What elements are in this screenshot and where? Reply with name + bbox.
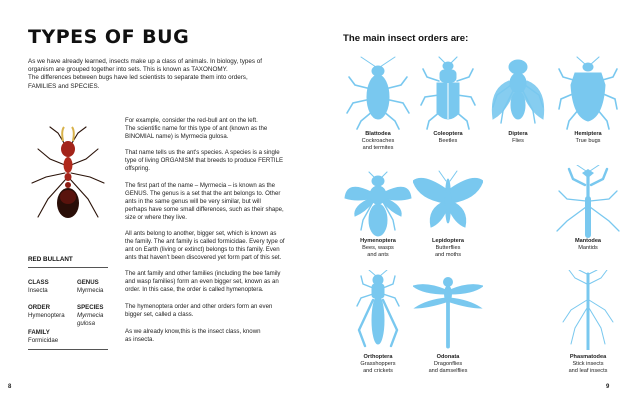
- body-line: The ant family and other families (including the bee family: [125, 270, 281, 277]
- fly-illustration: [483, 55, 553, 130]
- body-line: The first part of the name – Myrmecia – is known as the: [125, 182, 276, 189]
- body-line: type of living ORGANISM that breeds to produce FERTILE: [125, 157, 284, 165]
- paragraph-order: [125, 270, 305, 294]
- order-name: Odonata: [436, 354, 460, 360]
- butterfly-illustration: [413, 165, 483, 240]
- mantis-icon: [553, 165, 623, 240]
- taxonomy-order: [28, 304, 65, 320]
- taxonomy-value: Hymenoptera: [28, 312, 65, 319]
- body-line: All ants belong to another, bigger set, which is known as: [125, 230, 277, 237]
- fly-icon: [483, 55, 553, 130]
- insect-orders-heading: The main insect orders are:: [343, 33, 469, 44]
- grasshopper-illustration: [343, 270, 413, 350]
- order-desc: Mantids: [578, 245, 598, 252]
- body-line: as insecta.: [125, 336, 155, 344]
- stick-insect-icon: [553, 270, 623, 350]
- cockroach-illustration: [343, 55, 413, 130]
- mantis-illustration: [553, 165, 623, 240]
- dragonfly-illustration: [413, 270, 483, 350]
- true-bug-illustration: [553, 55, 623, 130]
- order-name: Hymenoptera: [360, 238, 396, 244]
- order-label-mantodea: [553, 238, 623, 252]
- taxonomy-value: Myrmecia: [77, 287, 104, 294]
- body-line: order. In this case, the order is called hymenoptera.: [125, 286, 264, 294]
- order-name: Orthoptera: [363, 354, 393, 360]
- order-label-coleoptera: [413, 131, 483, 145]
- beetle-illustration: [413, 55, 483, 130]
- body-line: As we already know,this is the insect class, known: [125, 328, 261, 335]
- ant-caption: RED BULLANT: [28, 256, 73, 263]
- ant-icon: [28, 125, 108, 255]
- paragraph-insecta: [125, 328, 305, 344]
- order-name: Phasmatodea: [569, 354, 607, 360]
- bee-illustration: [343, 170, 413, 245]
- taxonomy-value: Formicidae: [28, 337, 59, 344]
- body-line: bigger set, called a class.: [125, 311, 194, 319]
- taxonomy-key: ORDER: [28, 304, 51, 311]
- order-desc: Butterflies: [435, 245, 461, 252]
- taxonomy-key: SPECIES: [77, 304, 104, 311]
- order-label-blattodea: [343, 131, 413, 153]
- order-label-diptera: [483, 131, 553, 145]
- taxonomy-family: [28, 329, 58, 345]
- order-name: Blattodea: [365, 131, 391, 137]
- order-label-phasmatodea: [553, 354, 623, 376]
- order-name: Diptera: [508, 131, 528, 137]
- body-line: BINOMIAL name) is Myrmecia gulosa.: [125, 133, 229, 141]
- body-line: The hymenoptera order and other orders form an even: [125, 303, 273, 310]
- taxonomy-key: GENUS: [77, 279, 99, 286]
- order-name: Coleoptera: [433, 131, 463, 137]
- page-number-right: 9: [606, 384, 610, 390]
- body-line: size or where they live.: [125, 214, 187, 222]
- order-desc: Cockroaches: [361, 138, 395, 145]
- body-line: ants in the same genus will be very similar, but will: [125, 198, 261, 206]
- right-page: [313, 0, 625, 407]
- order-name: Hemiptera: [574, 131, 602, 137]
- body-line: ant on Earth (living or extinct) belongs to this family. Even: [125, 246, 280, 254]
- dragonfly-icon: [413, 270, 483, 350]
- order-name: Mantodea: [574, 238, 602, 244]
- order-desc: True bugs: [575, 138, 601, 145]
- body-line: the family. The ant family is called formicidae. Every type of: [125, 238, 285, 246]
- intro-line: As we have already learned, insects make up a class of animals. In biology, types of: [28, 58, 263, 65]
- beetle-icon: [413, 55, 483, 130]
- order-desc: Flies: [512, 138, 524, 145]
- taxonomy-key: CLASS: [28, 279, 49, 286]
- order-desc: Beetles: [438, 138, 458, 145]
- taxonomy-class: [28, 279, 49, 295]
- order-desc: Stick insects: [572, 361, 604, 368]
- taxonomy-species: [77, 304, 103, 328]
- order-desc: and damselflies: [428, 368, 468, 375]
- taxonomy-genus: [77, 279, 103, 295]
- body-line: and wasp families) form an even bigger set, known as an: [125, 278, 279, 286]
- true-bug-icon: [553, 55, 623, 130]
- paragraph-genus: [125, 182, 305, 222]
- red-bullant-illustration: [28, 125, 108, 255]
- intro-line: organism are grouped together into sets. This is known as TAXONOMY.: [28, 66, 228, 74]
- order-label-hemiptera: [553, 131, 623, 145]
- paragraph-class: [125, 303, 305, 319]
- order-desc: Dragonflies: [433, 361, 463, 368]
- order-label-lepidoptera: [413, 238, 483, 260]
- order-desc: and termites: [362, 145, 394, 152]
- order-desc: and crickets: [363, 368, 393, 375]
- taxonomy-key: FAMILY: [28, 329, 50, 336]
- bee-icon: [343, 170, 413, 245]
- page-title: TYPES OF BUG: [28, 26, 190, 48]
- page-number-left: 8: [8, 384, 12, 390]
- intro-line: The differences between bugs have led scientists to separate them into orders,: [28, 74, 248, 82]
- order-desc: Bees, wasps: [362, 245, 394, 252]
- taxonomy-divider: [28, 349, 108, 350]
- caption-divider: [28, 267, 108, 268]
- taxonomy-value: Insecta: [28, 287, 48, 294]
- order-label-odonata: [413, 354, 483, 376]
- order-desc: Grasshoppers: [360, 361, 396, 368]
- body-line: The scientific name for this type of ant (known as the: [125, 125, 268, 133]
- butterfly-icon: [413, 165, 483, 240]
- grasshopper-icon: [343, 270, 413, 350]
- intro-text: [28, 58, 290, 91]
- body-line: That name tells us the ant's species. A species is a single: [125, 149, 280, 157]
- body-line: GENUS. The genus is a set that the ant belongs to. Other: [125, 190, 281, 198]
- order-desc: and leaf insects: [568, 368, 608, 375]
- taxonomy-value: Myrmecia: [77, 312, 104, 319]
- body-line: ants that haven't been discovered yet form part of this set.: [125, 254, 282, 262]
- paragraph-binomial: [125, 117, 305, 174]
- spacer: [125, 141, 305, 149]
- body-line: offspring.: [125, 165, 150, 173]
- stick-insect-illustration: [553, 270, 623, 350]
- intro-line: FAMILIES and SPECIES.: [28, 82, 100, 90]
- order-name: Lepidoptera: [431, 238, 464, 244]
- cockroach-icon: [343, 55, 413, 130]
- body-line: For example, consider the red-bull ant on the left.: [125, 117, 258, 124]
- order-label-orthoptera: [343, 354, 413, 376]
- taxonomy-value: gulosa: [77, 320, 95, 327]
- paragraph-family: [125, 230, 305, 262]
- body-line: perhaps have some small differences, such as their shape,: [125, 206, 284, 214]
- order-desc: and moths: [434, 252, 462, 259]
- order-label-hymenoptera: [343, 238, 413, 260]
- order-desc: and ants: [367, 252, 389, 259]
